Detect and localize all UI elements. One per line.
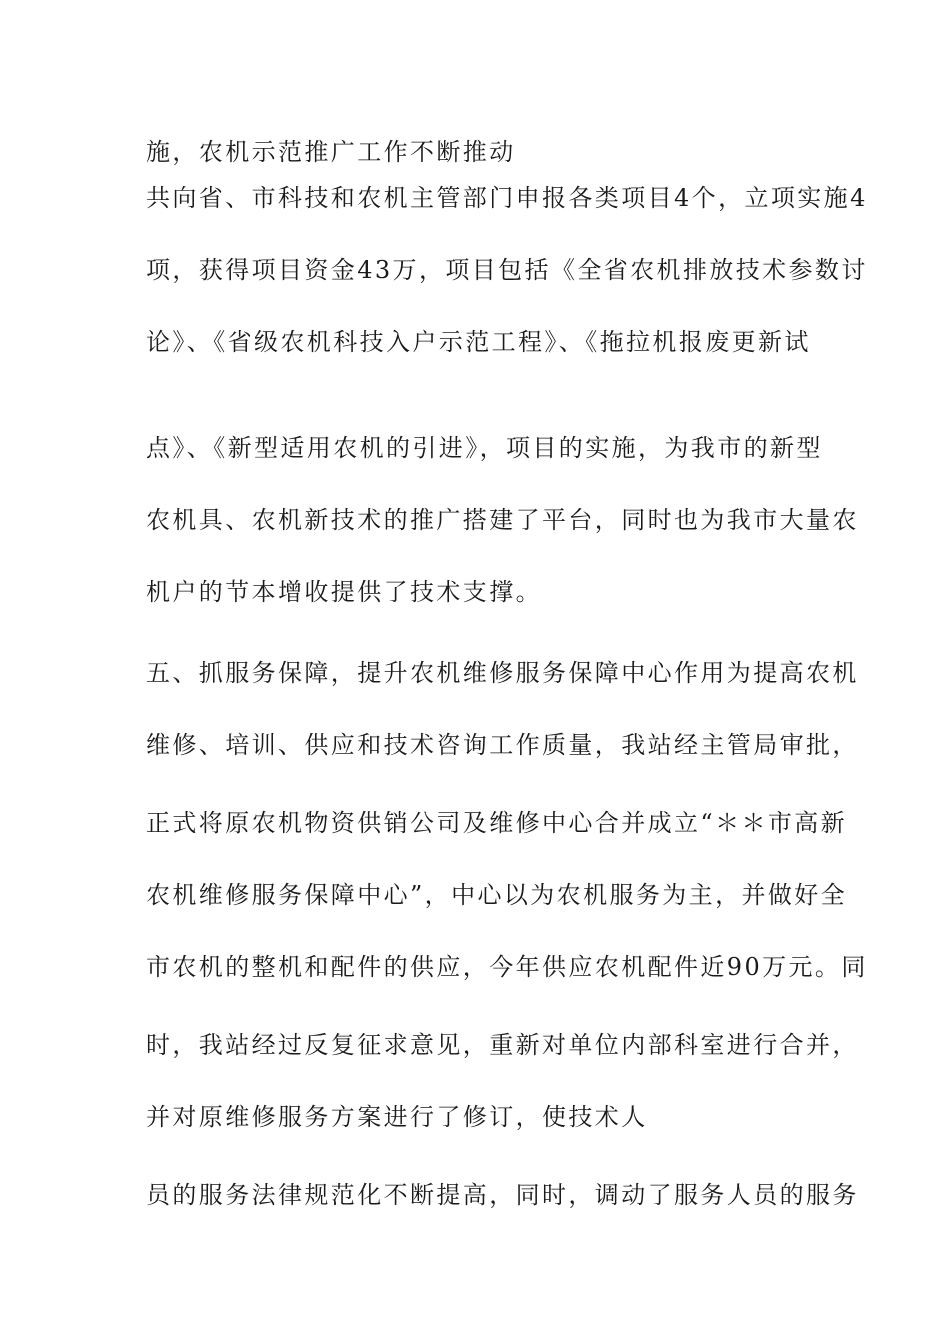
text-line: 员的服务法律规范化不断提高，同时，调动了服务人员的服务 — [146, 1181, 859, 1209]
text-line: 时，我站经过反复征求意见，重新对单位内部科室进行合并， — [146, 1031, 859, 1059]
text-line: 施，农机示范推广工作不断推动 — [146, 138, 516, 166]
text-line: 机户的节本增收提供了技术支撑。 — [146, 578, 542, 606]
text-line: 项，获得项目资金43万，项目包括《全省农机排放技术参数讨 — [146, 256, 868, 284]
text-line: 农机维修服务保障中心”，中心以为农机服务为主，并做好全 — [146, 881, 848, 909]
text-line: 点》、《新型适用农机的引进》，项目的实施，为我市的新型 — [146, 434, 823, 462]
text-line: 并对原维修服务方案进行了修订，使技术人 — [146, 1103, 648, 1131]
text-line: 维修、培训、供应和技术咨询工作质量，我站经主管局审批， — [146, 731, 859, 759]
text-line: 农机具、农机新技术的推广搭建了平台，同时也为我市大量农 — [146, 506, 859, 534]
text-line: 五、抓服务保障，提升农机维修服务保障中心作用为提高农机 — [146, 659, 859, 687]
text-line: 市农机的整机和配件的供应，今年供应农机配件近90万元。同 — [146, 953, 868, 981]
text-line: 正式将原农机物资供销公司及维修中心合并成立“＊＊市高新 — [146, 809, 848, 837]
text-line: 共向省、市科技和农机主管部门申报各类项目4个，立项实施4 — [146, 184, 868, 212]
text-line: 论》、《省级农机科技入户示范工程》、《拖拉机报废更新试 — [146, 328, 811, 356]
